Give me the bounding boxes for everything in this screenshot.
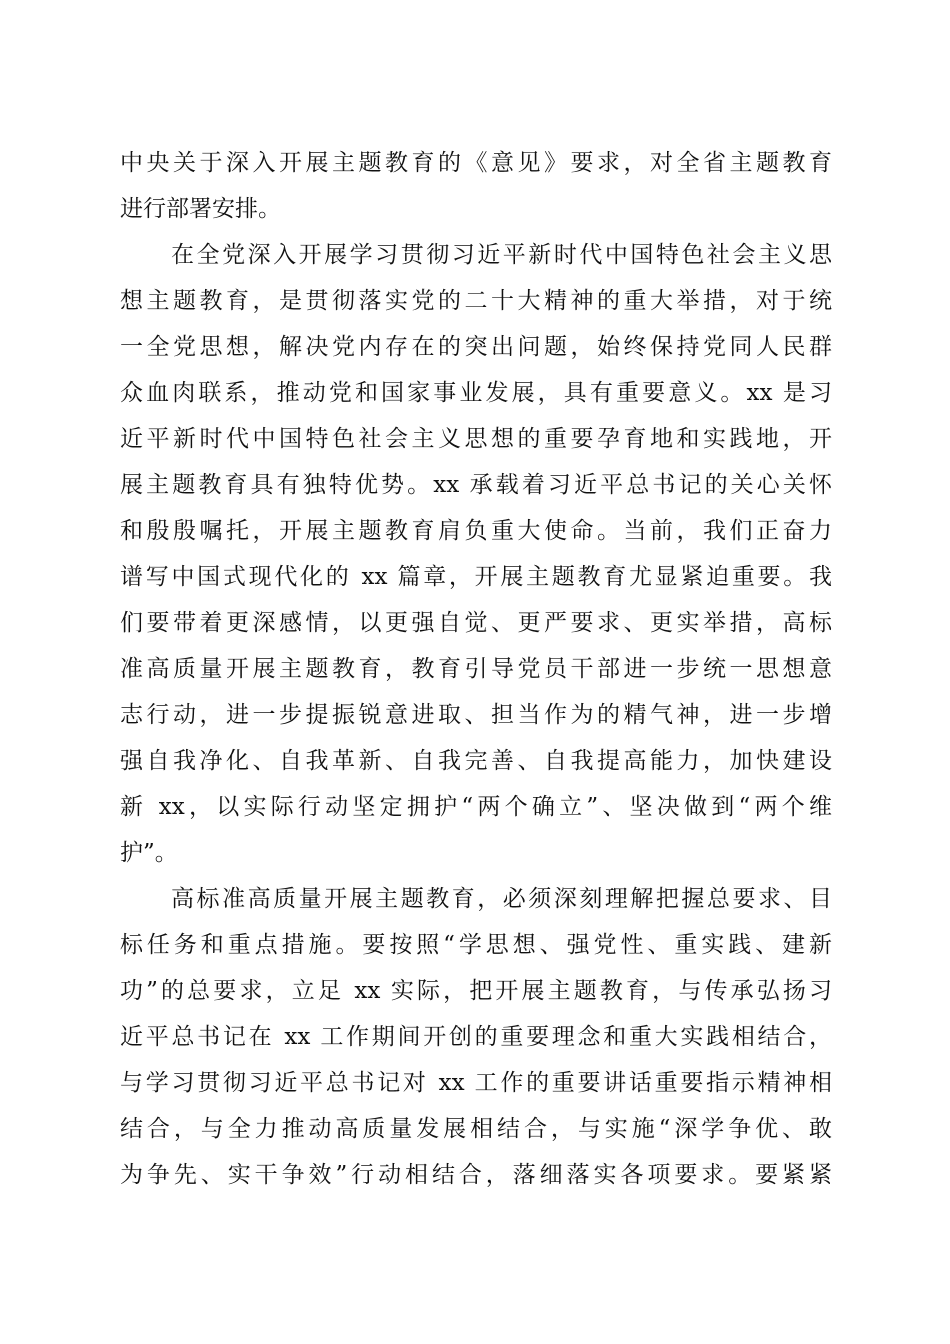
text-line: 在全党深入开展学习贯彻习近平新时代中国特色社会主义思 — [120, 242, 832, 268]
text-line: 准高质量开展主题教育，教育引导党员干部进一步统一思想意 — [120, 656, 832, 682]
text-line: 近平新时代中国特色社会主义思想的重要孕育地和实践地，开 — [120, 426, 832, 452]
text-line: 高标准高质量开展主题教育，必须深刻理解把握总要求、目 — [120, 886, 832, 912]
text-line: 一全党思想，解决党内存在的突出问题，始终保持党同人民群 — [120, 334, 832, 360]
body-text — [120, 140, 832, 1198]
text-line: 中央关于深入开展主题教育的《意见》要求，对全省主题教育 — [120, 150, 832, 176]
text-line: 想主题教育，是贯彻落实党的二十大精神的重大举措，对于统 — [120, 288, 832, 314]
text-line: 为争先、实干争效”行动相结合，落细落实各项要求。要紧紧 — [120, 1162, 832, 1188]
text-line: 结合，与全力推动高质量发展相结合，与实施“深学争优、敢 — [120, 1116, 832, 1142]
text-line: 功”的总要求，立足 xx 实际，把开展主题教育，与传承弘扬习 — [120, 978, 832, 1004]
text-line: 近平总书记在 xx 工作期间开创的重要理念和重大实践相结合， — [120, 1024, 832, 1050]
text-line: 众血肉联系，推动党和国家事业发展，具有重要意义。xx 是习 — [120, 380, 832, 406]
text-line: 进行部署安排。 — [120, 196, 281, 222]
text-line: 们要带着更深感情，以更强自觉、更严要求、更实举措，高标 — [120, 610, 832, 636]
text-line: 和殷殷嘱托，开展主题教育肩负重大使命。当前，我们正奋力 — [120, 518, 832, 544]
text-line: 展主题教育具有独特优势。xx 承载着习近平总书记的关心关怀 — [120, 472, 832, 498]
text-line: 标任务和重点措施。要按照“学思想、强党性、重实践、建新 — [120, 932, 832, 958]
text-line: 护”。 — [120, 840, 178, 866]
text-line: 谱写中国式现代化的 xx 篇章，开展主题教育尤显紧迫重要。我 — [120, 564, 832, 590]
text-line: 强自我净化、自我革新、自我完善、自我提高能力，加快建设 — [120, 748, 832, 774]
text-line: 志行动，进一步提振锐意进取、担当作为的精气神，进一步增 — [120, 702, 832, 728]
text-line: 新 xx，以实际行动坚定拥护“两个确立”、坚决做到“两个维 — [120, 794, 832, 820]
text-line: 与学习贯彻习近平总书记对 xx 工作的重要讲话重要指示精神相 — [120, 1070, 832, 1096]
